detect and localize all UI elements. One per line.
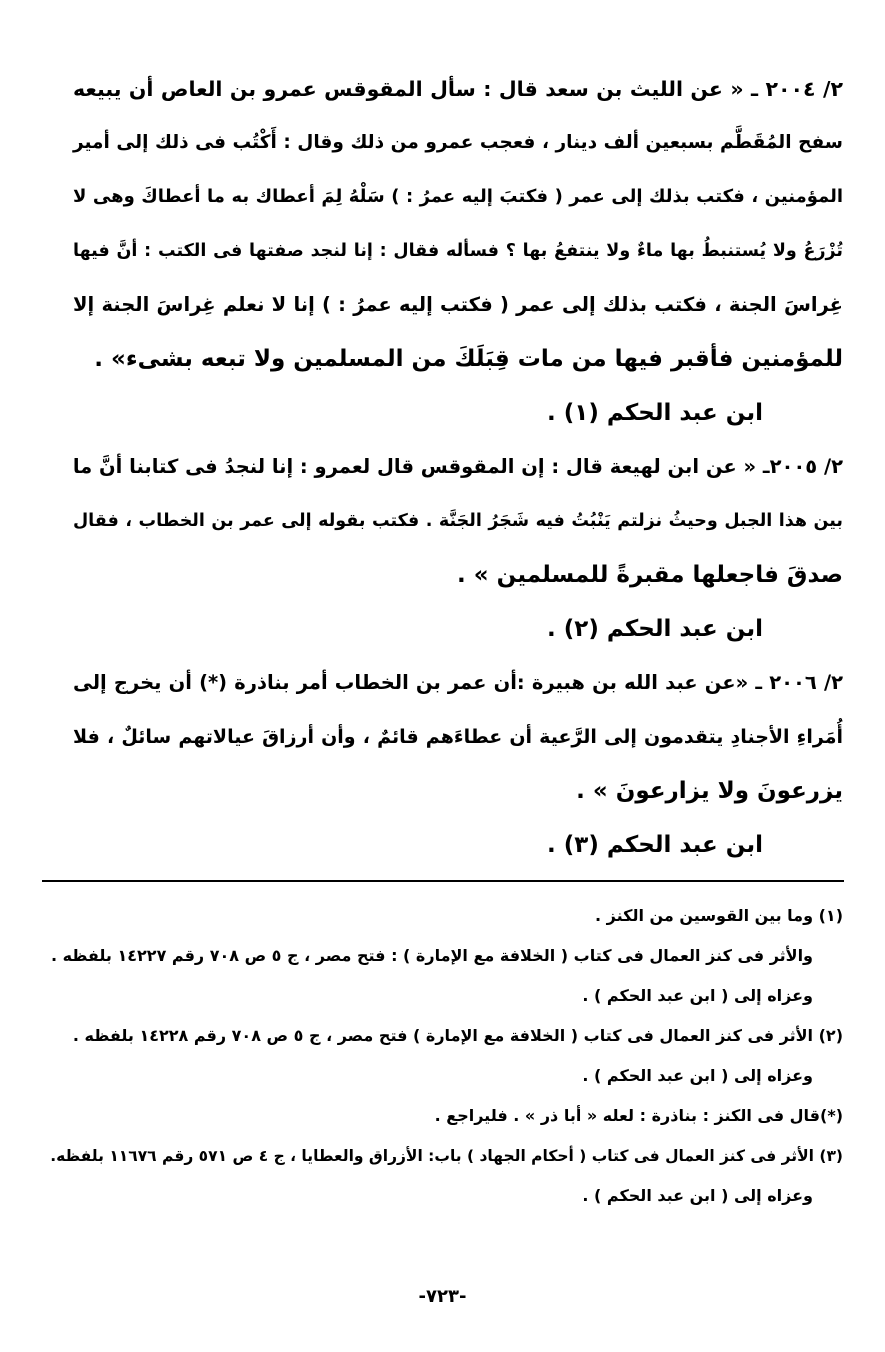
attribution-line: ابن عبد الحكم (٣) . xyxy=(547,832,763,858)
body-line: ٢/ ٢٠٠٥ـ « عن ابن لهيعة قال : إن المقوقس قال لعمرو : إنا لنجدُ فى كتابنا أنَّ ما xyxy=(72,455,843,478)
attribution-line: ابن عبد الحكم (١) . xyxy=(547,400,763,426)
footnote-line: وعزاه إلى ( ابن عبد الحكم ) . xyxy=(582,986,813,1005)
body-line: غِراسَ الجنة ، فكتب بذلك إلى عمر ( فكتب إليه عمرُ : ) إنا لا نعلم غِراسَ الجنة إلا xyxy=(73,293,843,316)
footnote-line: (١) وما بين القوسين من الكنز . xyxy=(595,906,843,925)
main-text xyxy=(73,62,843,872)
body-line: صدقَ فاجعلها مقبرةً للمسلمين » . xyxy=(457,562,843,588)
body-line: بين هذا الجبل وحيثُ نزلتم يَنْبُتُ فيه شَجَرُ الجَنَّة . فكتب بقوله إلى عمر بن الخطاب ، فقال xyxy=(73,511,843,531)
footnote-line: وعزاه إلى ( ابن عبد الحكم ) . xyxy=(582,1186,813,1205)
body-line: للمؤمنين فأقبر فيها من مات قِبَلَكَ من المسلمين ولا تبعه بشىء» . xyxy=(94,346,843,372)
body-line: ٢/ ٢٠٠٤ ـ « عن الليث بن سعد قال : سأل المقوقس عمرو بن العاص أن يبيعه xyxy=(73,77,844,101)
footnote-line: (*)قال فى الكنز : بناذرة : لعله « أبا ذر » . فليراجع . xyxy=(434,1106,843,1125)
body-line: المؤمنين ، فكتب بذلك إلى عمر ( فكتبَ إليه عمرُ : ) سَلْهُ لِمَ أعطاك به ما أعطاكَ وهى لا xyxy=(73,186,843,207)
body-line: تُزْرَعُ ولا يُستنبطُ بها ماءٌ ولا ينتفعُ بها ؟ فسأله فقال : إنا لنجد صفتها فى الكتب : أنَّ فيها xyxy=(73,241,843,261)
footnotes xyxy=(43,896,843,1216)
footnote-line: والأثر فى كنز العمال فى كتاب ( الخلافة مع الإمارة ) : فتح مصر ، ج ٥ ص ٧٠٨ رقم ١٤٢٢٧ بلفظه . xyxy=(50,946,813,965)
body-line: أُمَراءِ الأجنادِ يتقدمون إلى الرَّعية أن عطاءَهم قائمٌ ، وأن أرزاقَ عيالاتهم سائلٌ ، فلا xyxy=(73,726,843,748)
footnote-line: (٣) الأثر فى كنز العمال فى كتاب ( أحكام الجهاد ) باب: الأزراق والعطايا ، ج ٤ ص ٥٧١ رقم ١١٦٧٦ بلفظه. xyxy=(50,1147,843,1165)
attribution-line: ابن عبد الحكم (٢) . xyxy=(547,616,763,642)
footnote-divider xyxy=(42,880,844,882)
page-number: -٧٢٣- xyxy=(418,1286,467,1307)
footnote-line: (٢) الأثر فى كنز العمال فى كتاب ( الخلافة مع الإمارة ) فتح مصر ، ج ٥ ص ٧٠٨ رقم ١٤٢٢٨ بلفظه . xyxy=(72,1026,843,1045)
footnote-line: وعزاه إلى ( ابن عبد الحكم ) . xyxy=(582,1066,813,1085)
body-line: سفح المُقَطَّم بسبعين ألف دينار ، فعجب عمرو من ذلك وقال : أَكْتُب فى ذلك إلى أمير xyxy=(73,132,843,153)
body-line: ٢/ ٢٠٠٦ ـ «عن عبد الله بن هبيرة :أن عمر بن الخطاب أمر بناذرة (*) أن يخرج إلى xyxy=(73,671,843,694)
body-line: يزرعونَ ولا يزارعونَ » . xyxy=(576,778,843,804)
